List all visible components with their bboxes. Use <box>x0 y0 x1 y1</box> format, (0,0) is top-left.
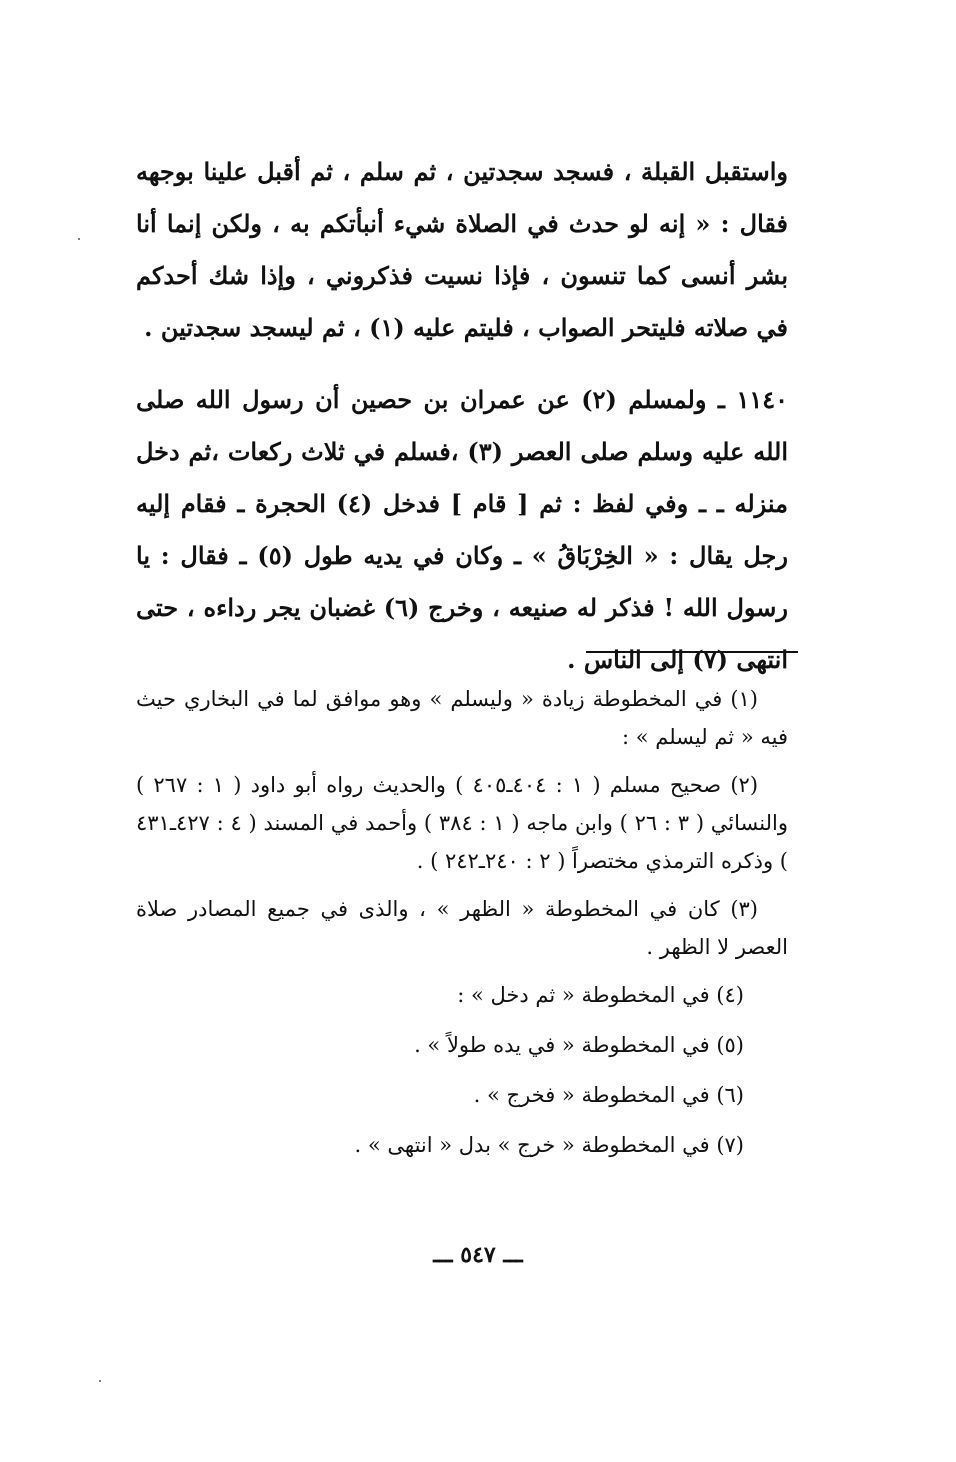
footnotes-section <box>136 680 788 1176</box>
page-number: ـــ ٥٤٧ ـــ <box>433 1242 523 1268</box>
scan-speck <box>99 1380 101 1382</box>
footnote-2: (٢) صحيح مسلم ( ١ : ٤٠٤ـ٤٠٥ ) والحديث رواه أبو داود ( ١ : ٢٦٧ ) والنسائي ( ٣ : ٢٦ ) وابن ماجه ( ١ : ٣٨٤ ) وأحمد في المسند ( ٤ : ٤٢٧ـ٤٣١ ) وذكره الترمذي مختصراً ( ٢ : ٢٤٠ـ٢٤٢ ) . <box>136 773 788 873</box>
footnote-4: (٤) في المخطوطة « ثم دخل » : <box>457 983 744 1007</box>
hadith-paragraph: واستقبل القبلة ، فسجد سجدتين ، ثم سلم ، ثم أقبل علينا بوجهه فقال : « إنه لو حدث في الصلاة شيء أنبأتكم به ، ولكن إنما أنا بشر أنسى كما تنسون ، فإذا نسيت فذكروني ، وإذا شك أحدكم في صلاته فليتحر الصواب ، فليتم عليه (١) ، ثم ليسجد سجدتين . <box>136 157 788 342</box>
scan-speck <box>78 238 80 240</box>
footnote-6: (٦) في المخطوطة « فخرج » . <box>473 1083 744 1107</box>
footnote-7: (٧) في المخطوطة « خرج » بدل « انتهى » . <box>354 1133 744 1157</box>
hadith-paragraph: ١١٤٠ ـ ولمسلم (٢) عن عمران بن حصين أن رسول الله صلى الله عليه وسلم صلى العصر (٣) ،فسلم في ثلاث ركعات ،ثم دخل منزله ـ ـ وفي لفظ : ثم [ قام ] فدخل (٤) الحجرة ـ فقام إليه رجل يقال : « الخِرْبَاقُ » ـ وكان في يديه طول (٥) ـ فقال : يا رسول الله ! فذكر له صنيعه ، وخرج (٦) غضبان يجر رداءه ، حتى انتهى (٧) إلى الناس . <box>136 385 789 674</box>
footnote-separator <box>586 651 798 653</box>
footnote-3: (٣) كان في المخطوطة « الظهر » ، والذى في جميع المصادر صلاة العصر لا الظهر . <box>136 897 788 959</box>
hadith-continuation-block <box>136 146 788 354</box>
hadith-1140-block <box>136 374 788 686</box>
footnote-5: (٥) في المخطوطة « في يده طولاً » . <box>414 1033 744 1057</box>
footnote-1: (١) في المخطوطة زيادة « وليسلم » وهو موافق لما في البخاري حيث فيه « ثم ليسلم » : <box>136 687 788 749</box>
